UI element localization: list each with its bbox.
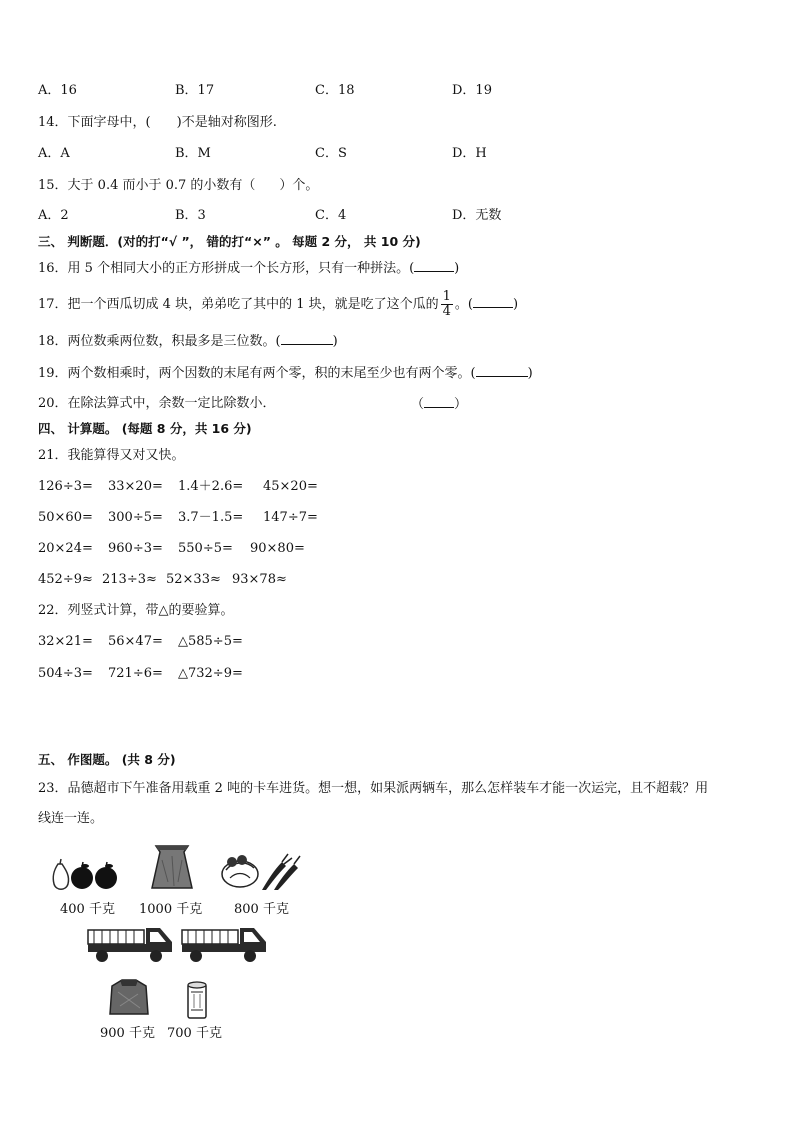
- q22-item: 721÷6=: [108, 666, 163, 681]
- sack-picture[interactable]: [106, 976, 152, 1020]
- q15-option-a[interactable]: A．2: [38, 208, 69, 223]
- q17-question: [38, 290, 518, 320]
- q21-row: [38, 509, 438, 527]
- q16-question: [38, 259, 459, 278]
- q18-text: 18．两位数乘两位数，积最多是三位数。(: [38, 334, 281, 349]
- q21-item: 90×80=: [250, 541, 305, 556]
- q20-text: 20．在除法算式中，余数一定比除数小．: [38, 396, 276, 411]
- q21-item: 147÷7=: [263, 510, 318, 525]
- q16-answer-blank[interactable]: [414, 259, 454, 272]
- q13-option-d[interactable]: D．19: [452, 83, 492, 98]
- q22-item: 32×21=: [38, 634, 93, 649]
- q21-title: 21．我能算得又对又快。: [38, 448, 185, 463]
- truck-1[interactable]: [86, 922, 176, 964]
- section-3-heading: 三、 判断题．(对的打“√ ”， 错的打“×” 。 每题 2 分， 共 10 分): [38, 234, 421, 249]
- fruit-weight-label: 400 千克: [60, 902, 115, 917]
- q21-row: [38, 540, 438, 558]
- q14-text: 14．下面字母中，(: [38, 115, 151, 130]
- q17-answer-blank[interactable]: [473, 295, 513, 308]
- q17-numerator: 1: [442, 289, 451, 304]
- q20-close: ）: [454, 397, 468, 412]
- q13-option-c[interactable]: C．18: [315, 83, 355, 98]
- q16-text: 16．用 5 个相同大小的正方形拼成一个长方形，只有一种拼法。(: [38, 261, 415, 276]
- vegetables-weight-label: 800 千克: [234, 902, 289, 917]
- q22-item: △585÷5=: [178, 634, 243, 649]
- q15-text-end: ）个。: [279, 178, 319, 193]
- barrel-weight-label: 700 千克: [167, 1026, 222, 1041]
- q21-item: 213÷3≈: [102, 572, 157, 587]
- q13-options: [38, 82, 598, 100]
- q15-option-c[interactable]: C．4: [315, 208, 347, 223]
- bag-weight-label: 1000 千克: [139, 902, 203, 917]
- q22-row: [38, 665, 438, 683]
- q14-option-b[interactable]: B．M: [175, 146, 211, 161]
- q17-denominator: 4: [442, 304, 451, 319]
- q22-item: 504÷3=: [38, 666, 93, 681]
- q19-answer-blank[interactable]: [476, 364, 528, 377]
- q21-item: 452÷9≈: [38, 572, 93, 587]
- q19-text: 19．两个数相乘时，两个因数的末尾有两个零，积的末尾至少也有两个零。(: [38, 366, 476, 381]
- q22-item: 56×47=: [108, 634, 163, 649]
- vegetables-picture[interactable]: [218, 852, 302, 892]
- q21-item: 960÷3=: [108, 541, 163, 556]
- q22-title: 22．列竖式计算，带△的要验算。: [38, 603, 234, 618]
- q20-answer-blank[interactable]: [424, 395, 454, 408]
- q21-item: 300÷5=: [108, 510, 163, 525]
- q21-item: 52×33≈: [166, 572, 221, 587]
- q21-row: [38, 478, 438, 496]
- q22-row: [38, 633, 438, 651]
- q17-text: 17．把一个西瓜切成 4 块，弟弟吃了其中的 1 块，就是吃了这个瓜的: [38, 297, 439, 312]
- q21-item: 20×24=: [38, 541, 93, 556]
- q21-item: 550÷5=: [178, 541, 233, 556]
- q22-item: △732÷9=: [178, 666, 243, 681]
- barrel-picture[interactable]: [182, 980, 212, 1022]
- q20-answer-area: [411, 395, 467, 414]
- q19-close: ): [527, 366, 533, 381]
- q13-option-a[interactable]: A．16: [38, 83, 77, 98]
- fruit-picture[interactable]: [48, 858, 120, 894]
- q14-question: [38, 114, 277, 132]
- q23-question-line-2: 线连一连。: [38, 811, 104, 826]
- q20-question: [38, 395, 468, 413]
- section-5-heading: 五、 作图题。 (共 8 分): [38, 752, 176, 767]
- q15-question: [38, 177, 318, 195]
- q21-item: 3.7－1.5=: [178, 510, 244, 525]
- q16-close: ): [454, 261, 460, 276]
- q14-text-end: )不是轴对称图形.: [176, 115, 277, 130]
- q21-item: 33×20=: [108, 479, 163, 494]
- q14-option-d[interactable]: D．H: [452, 146, 487, 161]
- q15-options: [38, 207, 598, 225]
- q21-item: 45×20=: [263, 479, 318, 494]
- bag-picture[interactable]: [148, 842, 196, 892]
- sack-weight-label: 900 千克: [100, 1026, 155, 1041]
- q20-open: （: [411, 397, 425, 412]
- q17-text-end: 。(: [454, 297, 473, 312]
- q18-close: ): [332, 334, 338, 349]
- q21-item: 93×78≈: [232, 572, 287, 587]
- section-4-heading: 四、 计算题。 (每题 8 分，共 16 分): [38, 421, 252, 436]
- q14-options: [38, 145, 598, 163]
- q21-item: 126÷3=: [38, 479, 93, 494]
- q14-option-c[interactable]: C．S: [315, 146, 347, 161]
- truck-2[interactable]: [180, 922, 270, 964]
- q21-item: 50×60=: [38, 510, 93, 525]
- q14-option-a[interactable]: A．A: [38, 146, 70, 161]
- q21-item: 1.4＋2.6=: [178, 479, 244, 494]
- q15-option-d[interactable]: D．无数: [452, 208, 502, 223]
- q17-close: ): [512, 297, 519, 312]
- q21-row: [38, 571, 438, 589]
- q18-answer-blank[interactable]: [281, 332, 333, 345]
- q15-option-b[interactable]: B．3: [175, 208, 206, 223]
- q17-fraction: [441, 290, 453, 319]
- q23-question-line-1: 23．品德超市下午准备用载重 2 吨的卡车进货。想一想，如果派两辆车，那么怎样装车才能一次运完，且不超载？用: [38, 781, 709, 796]
- q19-question: [38, 364, 533, 383]
- q15-text: 15．大于 0.4 而小于 0.7 的小数有（: [38, 178, 256, 193]
- q13-option-b[interactable]: B．17: [175, 83, 215, 98]
- q18-question: [38, 332, 338, 351]
